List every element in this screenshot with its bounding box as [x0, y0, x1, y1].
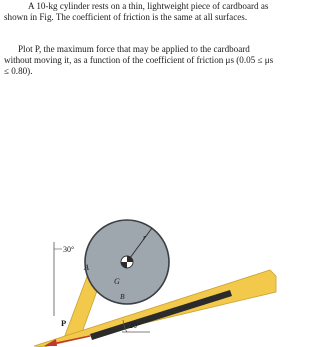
contact-label-b: B [120, 292, 125, 301]
problem-paragraph-2: Plot P, the maximum force that may be applied to the cardboard without moving it, as a function of the coefficient of friction μs (0.05 ≤ μs ≤ 0.80). [4, 44, 274, 77]
problem-paragraph-1: A 10-kg cylinder rests on a thin, lightweight piece of cardboard as shown in Fig. The coefficient of friction is the same at all surfaces. [4, 1, 269, 23]
radius-label-r: r [143, 233, 147, 242]
contact-label-a: A [84, 263, 89, 272]
angle-label-wall: 30° [63, 245, 75, 254]
force-label-p: P [61, 318, 67, 328]
angle-label-ramp: 20° [129, 321, 141, 330]
center-label-g: G [114, 277, 120, 286]
